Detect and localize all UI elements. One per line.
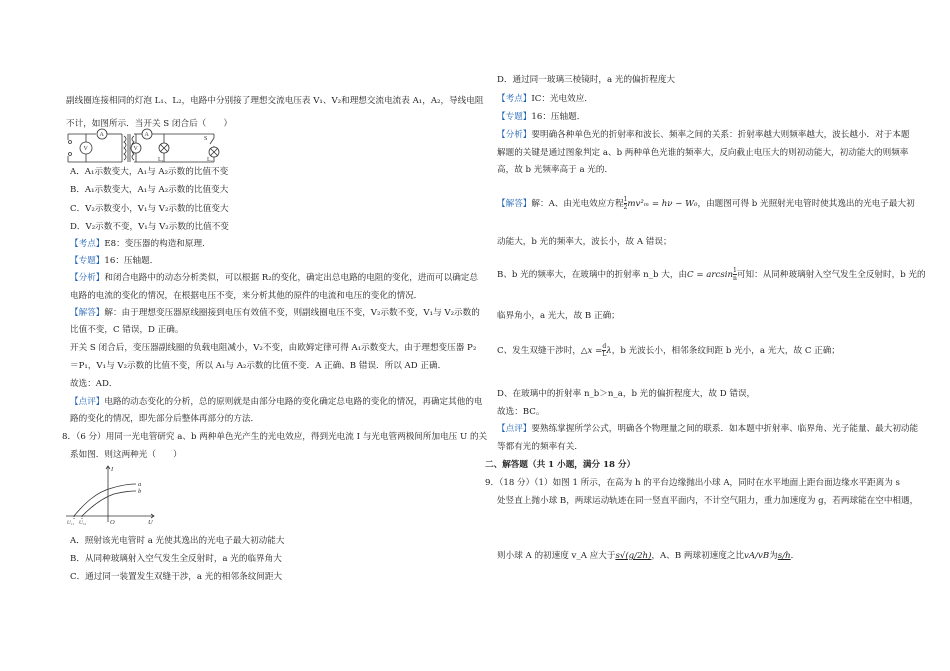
graph-uc2-label: U꜀₂ [79,521,87,526]
q9-velocity-ratio: vA/vB [744,551,770,561]
section-title: 二、解答题（共 1 小题，满分 18 分） [485,460,636,470]
q7-option-c: C．V₂示数变小，V₁与 V₂示数的比值变大 [70,204,229,214]
graph-axis-i-label: I [111,466,114,473]
q7-fenxi-2: 电路的电流的变化的情况，在根据电压不变，来分析其他的原件的电流和电压的变化的情况． [70,291,423,301]
q7-kaodian: 【考点】E8：变压器的构造和原理． [70,239,211,249]
q8-stem-line-2: 系如图．则这两种光（ ） [70,450,182,460]
photoelectric-equation: mv²ₘ = hν − W₀ [627,199,698,209]
q8-dianping-2: 等都有光的频率有关． [497,442,583,452]
q9-line-3: 则小球 A 的初速度 v_A 应大于s√(g/2h)，A、B 两球初速度之比vA/vB为s/h． [497,551,800,561]
q9-answer-blank-2: s/h [777,551,791,561]
transformer-circuit-diagram [64,128,224,166]
graph-axis-u-label: U [148,519,153,526]
q8-zhuanti: 【专题】16：压轴题． [497,112,586,122]
q8-jieda-4: 临界角小，a 光大，故 B 正确； [497,311,620,321]
q7-fenxi-1: 【分析】和闭合电路中的动态分析类似，可以根据 R₂的变化，确定出总电路的电阻的变化，进而可以确定总 [70,273,478,283]
q8-fenxi-3: 高，故 b 光频率高于 a 光的． [497,165,614,175]
q7-dianping-1: 【点评】电路的动态变化的分析，总的原则就是由部分电路的变化确定总电路的变化的情况，再确定其他的电 [70,397,483,407]
photocurrent-voltage-graph [64,462,158,526]
voltmeter-v1-label: V [83,146,88,152]
graph-origin-label: O [110,519,115,526]
lamp-l1-label: L₁ [158,157,164,163]
q9-line-1: 9．（18 分）（1）如图 1 所示，在高为 h 的平台边缘抛出小球 A，同时在水平地面上距台面边缘水平距离为 s [485,478,900,488]
q7-zhuanti: 【专题】16：压轴题． [70,256,159,266]
q8-kaodian: 【考点】IC：光电效应． [497,94,593,104]
q8-jieda-5: C、发生双缝干涉时，△x = $\frac{d}{L}$ λ，b 光波长小，相邻条纹间距 b 光小，a 光大，故 C 正确； [497,343,840,358]
q7-option-d: D．V₂示数不变，V₁与 V₂示数的比值不变 [70,222,229,232]
q7-jieda-2: 比值不变，C 错误，D 正确。 [70,325,184,335]
ammeter-a1-label: A [99,132,104,138]
graph-curve-a-label: a [138,481,142,488]
q7-jieda-1: 【解答】解：由于理想变压器原线圈接到电压有效值不变，则副线圈电压不变，V₂示数不变，V₁与 V₂示数的 [70,308,480,318]
q7-dianping-2: 路的变化的情况，即先部分后整体再部分的方法． [70,414,260,424]
q7-jieda-3: 开关 S 闭合后，变压器副线圈的负载电阻减小，V₂不变，由欧姆定律可得 A₁示数变大，由于理想变压器 P₂ [70,343,477,353]
q8-stem-line-1: 8．（6 分）用同一光电管研究 a、b 两种单色光产生的光电效应，得到光电流 I 与光电管两极间所加电压 U 的关 [62,432,488,442]
q8-option-b: B．从同种玻璃射入空气发生全反射时，a 光的临界角大 [70,554,282,564]
critical-angle-formula: C = arcsin [687,270,734,280]
q8-jieda-7: 故选：BC。 [497,407,545,417]
q8-jieda-3: B、b 光的频率大，在玻璃中的折射率 n_b 大，由C = arcsin $\frac{1}{n}$ 可知：从同种玻璃射入空气发生全反射时，b 光的 [497,267,926,282]
graph-curve-b-label: b [138,488,142,495]
ammeter-a2-label: A [144,132,149,138]
q7-jieda-4: ＝P₁，V₁与 V₂示数的比值不变，所以 A₁与 A₂示数的比值不变．A 正确、B 错误．所以 AD 正确． [70,361,447,371]
q8-option-c: C．通过同一装置发生双缝干涉，a 光的相邻条纹间距大 [70,572,283,582]
q8-jieda-1: 【解答】解：A、由光电效应方程 $\frac{1}{2}$ mv²ₘ = hν − W₀，由题图可得 b 光照射光电管时使其逸出的光电子最大初 [497,196,915,211]
q8-dianping-1: 【点评】要熟练掌握所学公式，明确各个物理量之间的联系．如本题中折射率、临界角、光子能量、最大初动能 [497,424,919,434]
q7-jieda-5: 故选：AD． [70,379,118,389]
q7-option-a: A．A₁示数变大，A₁与 A₂示数的比值不变 [70,167,229,177]
q7-stem-line-2: 不计，如图所示．当开关 S 闭合后（ ） [66,119,233,129]
voltmeter-v2-label: V [133,146,138,152]
q8-option-a: A．照射该光电管时 a 光使其逸出的光电子最大初动能大 [70,536,285,546]
fringe-spacing-formula: △x = [580,346,603,356]
q8-option-d: D．通过同一玻璃三棱镜时，a 光的偏折程度大 [497,75,676,85]
q7-stem-line-1: 副线圈连接相同的灯泡 L₁、L₂，电路中分别接了理想交流电压表 V₁、V₂和理想交流电流表 A₁，A₂，导线电阻 [66,96,484,106]
q9-answer-blank-1: s√(g/2h) [615,551,652,561]
q8-jieda-2: 动能大，b 光的频率大，波长小，故 A 错误； [497,237,672,247]
q7-option-b: B．A₁示数变大，A₁与 A₂示数的比值变大 [70,185,229,195]
q8-fenxi-2: 解题的关键是通过图象判定 a、b 两种单色光谁的频率大，反向截止电压大的则初动能大，初动能大的则频率 [497,148,909,158]
q9-line-2: 处竖直上抛小球 B，两球运动轨迹在同一竖直平面内，不计空气阻力，重力加速度为 g，若两球能在空中相遇， [497,496,919,506]
lamp-l2-label: L₂ [207,157,213,163]
switch-s-label: S [204,136,208,142]
q8-fenxi-1: 【分析】要明确各种单色光的折射率和波长、频率之间的关系：折射率越大则频率越大，波长越小．对于本题 [497,130,910,140]
q8-jieda-6: D、在玻璃中的折射率 n_b＞n_a，b 光的偏折程度大，故 D 错误， [497,389,756,399]
graph-uc1-label: U꜀₁ [67,521,75,526]
formula-1-fraction: $\frac{1}{2}$ [623,196,628,211]
